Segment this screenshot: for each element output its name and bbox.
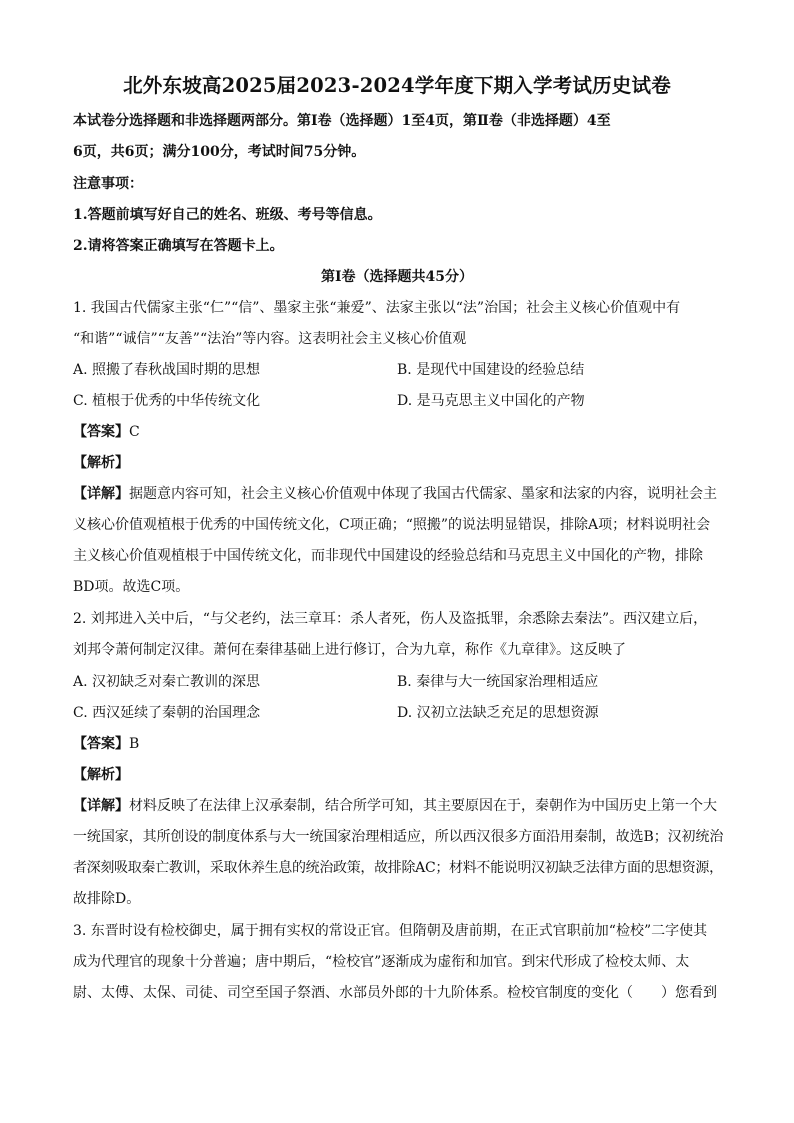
q1-detail-line-4: BD项。故选C项。 bbox=[73, 579, 190, 595]
section-title: 第Ⅰ卷（选择题共45分） bbox=[320, 269, 474, 285]
q2-analysis-tag: 【解析】 bbox=[73, 767, 129, 783]
q2-option-a: A. 汉初缺乏对秦亡教训的深思 bbox=[73, 674, 261, 690]
q1-stem-line-2: “和谐”“诚信”“友善”“法治”等内容。这表明社会主义核心价值观 bbox=[73, 331, 467, 347]
detail-tag: 【详解】 bbox=[73, 486, 129, 502]
q1-option-c: C. 植根于优秀的中华传统文化 bbox=[73, 393, 261, 409]
q1-stem-line-1: 1. 我国古代儒家主张“仁”“信”、墨家主张“兼爱”、法家主张以“法”治国；社会主义核心价值观中有 bbox=[73, 300, 681, 316]
q1-option-d: D. 是马克思主义中国化的产物 bbox=[397, 393, 585, 409]
q3-stem-line-1: 3. 东晋时设有检校御史，属于拥有实权的常设正官。但隋朝及唐前期，在正式官职前加“检校”二字使其 bbox=[73, 923, 708, 939]
q2-stem-line-2: 刘邦令萧何制定汉律。萧何在秦律基础上进行修订，合为九章，称作《九章律》。这反映了 bbox=[73, 642, 626, 658]
answer-value: C bbox=[129, 424, 140, 440]
q2-option-d: D. 汉初立法缺乏充足的思想资源 bbox=[397, 705, 599, 721]
q1-analysis-tag: 【解析】 bbox=[73, 455, 129, 471]
detail-text: 材料反映了在法律上汉承秦制，结合所学可知，其主要原因在于，秦朝作为中国历史上第一个大 bbox=[129, 798, 717, 814]
detail-tag: 【详解】 bbox=[73, 798, 129, 814]
q1-option-b: B. 是现代中国建设的经验总结 bbox=[397, 362, 585, 378]
q2-detail-line-3: 者深刻吸取秦亡教训，采取休养生息的统治政策，故排除AC；材料不能说明汉初缺乏法律方面的思想资源， bbox=[73, 860, 723, 876]
answer-value: B bbox=[129, 736, 140, 752]
intro-line-2: 6页，共6页；满分100分，考试时间75分钟。 bbox=[73, 144, 366, 160]
q2-detail-line-4: 故排除D。 bbox=[73, 891, 141, 907]
q2-detail-line-2: 一统国家，其所创设的制度体系与大一统国家治理相适应，所以西汉很多方面沿用秦制，故选B；汉初统治 bbox=[73, 829, 724, 845]
q2-answer bbox=[73, 733, 723, 753]
q1-answer bbox=[73, 421, 723, 441]
notice-item-2: 2.请将答案正确填写在答题卡上。 bbox=[73, 238, 284, 254]
q2-stem-line-1: 2. 刘邦进入关中后，“与父老约，法三章耳：杀人者死，伤人及盗抵罪，余悉除去秦法”。西汉建立后， bbox=[73, 611, 708, 627]
document-title: 北外东坡高2025届2023-2024学年度下期入学考试历史试卷 bbox=[123, 74, 671, 97]
q2-option-b: B. 秦律与大一统国家治理相适应 bbox=[397, 674, 599, 690]
q2-detail-line-1 bbox=[73, 795, 723, 815]
q1-detail-line-1 bbox=[73, 483, 723, 503]
q1-detail-line-2: 义核心价值观植根于优秀的中国传统文化，C项正确；“照搬”的说法明显错误，排除A项；材料说明社会 bbox=[73, 517, 711, 533]
intro-line-1: 本试卷分选择题和非选择题两部分。第Ⅰ卷（选择题）1至4页，第Ⅱ卷（非选择题）4至 bbox=[73, 113, 611, 129]
q3-stem-line-2: 成为代理官的现象十分普遍；唐中期后，“检校官”逐渐成为虚衔和加官。到宋代形成了检校太师、太 bbox=[73, 954, 690, 970]
answer-tag: 【答案】 bbox=[73, 424, 129, 440]
answer-tag: 【答案】 bbox=[73, 736, 129, 752]
q1-detail-line-3: 主义核心价值观植根于中国传统文化，而非现代中国建设的经验总结和马克思主义中国化的产物，排除 bbox=[73, 548, 703, 564]
notice-item-1: 1.答题前填写好自己的姓名、班级、考号等信息。 bbox=[73, 207, 382, 223]
notice-heading: 注意事项： bbox=[73, 176, 143, 192]
q1-option-a: A. 照搬了春秋战国时期的思想 bbox=[73, 362, 261, 378]
q3-stem-line-3: 尉、太傅、太保、司徒、司空至国子祭酒、水部员外郎的十九阶体系。检校官制度的变化（ ）您看到 bbox=[73, 985, 717, 1001]
q2-option-c: C. 西汉延续了秦朝的治国理念 bbox=[73, 705, 261, 721]
detail-text: 据题意内容可知，社会主义核心价值观中体现了我国古代儒家、墨家和法家的内容，说明社会主 bbox=[129, 486, 717, 502]
